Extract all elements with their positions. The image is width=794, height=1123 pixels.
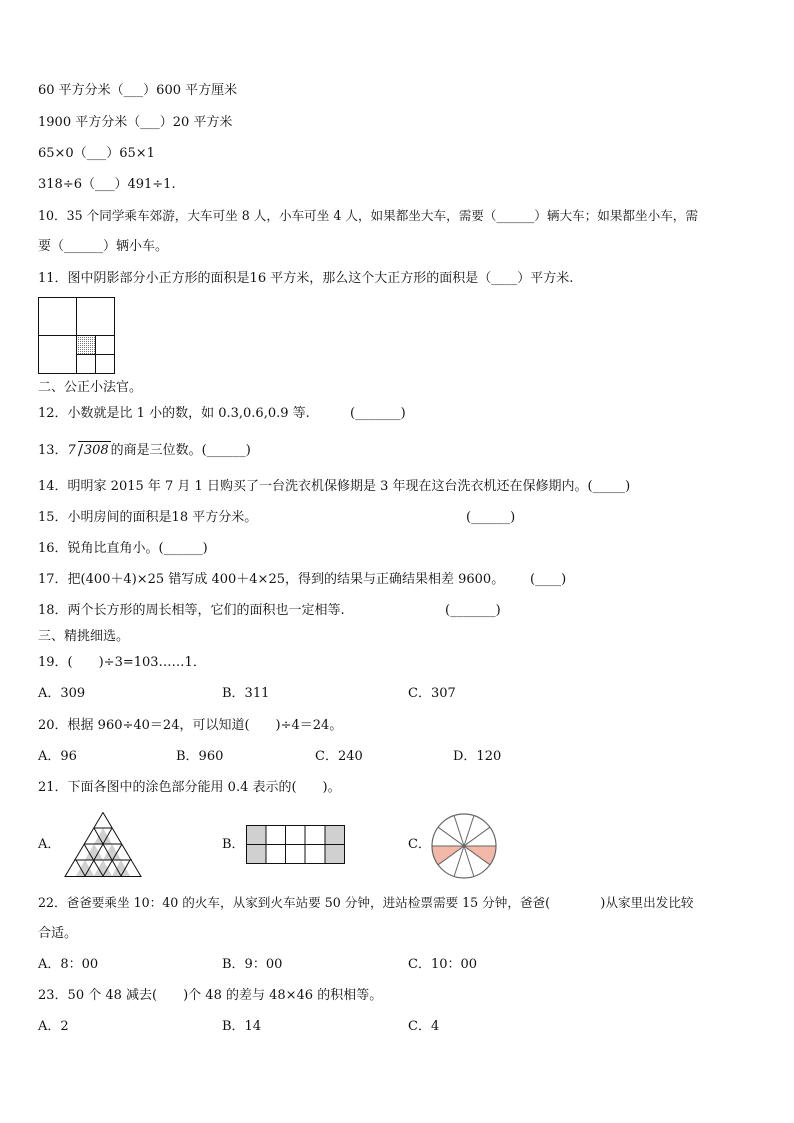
q23-option-c[interactable]: C．4 <box>408 1019 440 1034</box>
q9-line-3: 65×0（___）65×1 <box>38 146 155 161</box>
q20-option-d[interactable]: D．120 <box>453 749 502 764</box>
q18-text: 18．两个长方形的周长相等，它们的面积也一定相等. <box>38 603 345 618</box>
q22-line-1: 22．爸爸要乘坐 10：40 的火车，从家到火车站要 50 分钟，进站检票需要 15 分钟，爸爸( )从家里出发比较 <box>38 895 694 910</box>
q15-answer-blank[interactable]: (______) <box>466 510 516 525</box>
q9-line-2: 1900 平方分米（___）20 平方米 <box>38 115 233 130</box>
q19-option-a[interactable]: A．309 <box>38 686 86 701</box>
q23-option-b[interactable]: B．14 <box>222 1019 262 1034</box>
q21-circle-figure <box>430 812 498 880</box>
q20-text: 20．根据 960÷40＝24，可以知道( )÷4＝24。 <box>38 718 343 733</box>
q9-line-1: 60 平方分米（___）600 平方厘米 <box>38 83 238 98</box>
q21-rectangle-figure <box>246 825 346 865</box>
q22-option-b[interactable]: B．9：00 <box>222 957 283 972</box>
q23-text: 23．50 个 48 减去( )个 48 的差与 48×46 的积相等。 <box>38 988 383 1003</box>
q22-line-2: 合适。 <box>38 926 78 941</box>
q21-text: 21．下面各图中的涂色部分能用 0.4 表示的( )。 <box>38 780 341 795</box>
q22-option-c[interactable]: C．10：00 <box>408 957 478 972</box>
q11-text: 11．图中阴影部分小正方形的面积是16 平方米，那么这个大正方形的面积是（____）平方米. <box>38 271 574 286</box>
q20-option-b[interactable]: B．960 <box>176 749 224 764</box>
q21-option-c[interactable]: C． <box>408 837 431 852</box>
q11-square-figure <box>38 297 116 375</box>
q20-option-c[interactable]: C．240 <box>315 749 363 764</box>
q12-text: 12．小数就是比 1 小的数，如 0.3,0.6,0.9 等. <box>38 406 310 421</box>
q16-text: 16．锐角比直角小。(______) <box>38 541 208 556</box>
q19-text: 19．( )÷3=103……1． <box>38 655 206 670</box>
q22-option-a[interactable]: A．8：00 <box>38 957 99 972</box>
q13-line <box>38 441 251 460</box>
q12-answer-blank[interactable]: (_______) <box>350 406 406 421</box>
section-2-heading: 二、公正小法官。 <box>38 380 143 395</box>
q13-number: 13． <box>38 443 68 458</box>
q19-option-c[interactable]: C．307 <box>408 686 456 701</box>
q10-line-1: 10．35 个同学乘车郊游，大车可坐 8 人，小车可坐 4 人，如果都坐大车，需要（______）辆大车；如果都坐小车，需 <box>38 208 698 223</box>
q21-triangle-figure <box>64 812 142 878</box>
q17-answer-blank[interactable]: (____) <box>530 572 567 587</box>
q21-option-b[interactable]: B． <box>222 837 245 852</box>
q13-rest: 的商是三位数。(______) <box>110 443 251 458</box>
q13-dividend: 308 <box>83 443 109 458</box>
q10-line-2: 要（______）辆小车。 <box>38 239 169 254</box>
q9-line-4: 318÷6（___）491÷1. <box>38 177 176 192</box>
q13-divisor: 7 <box>67 443 76 458</box>
q14-text: 14．明明家 2015 年 7 月 1 日购买了一台洗衣机保修期是 3 年现在这台洗衣机还在保修期内。(_____) <box>38 479 631 494</box>
q15-text: 15．小明房间的面积是18 平方分米。 <box>38 510 258 525</box>
section-3-heading: 三、精挑细选。 <box>38 629 130 644</box>
q13-division-bracket: / 308 <box>77 441 109 459</box>
q23-option-a[interactable]: A．2 <box>38 1019 69 1034</box>
q19-option-b[interactable]: B．311 <box>222 686 270 701</box>
q21-option-a[interactable]: A． <box>38 837 61 852</box>
q17-text: 17．把(400＋4)×25 错写成 400＋4×25，得到的结果与正确结果相差 9600。 <box>38 572 505 587</box>
q18-answer-blank[interactable]: (_______) <box>445 603 501 618</box>
q20-option-a[interactable]: A．96 <box>38 749 77 764</box>
